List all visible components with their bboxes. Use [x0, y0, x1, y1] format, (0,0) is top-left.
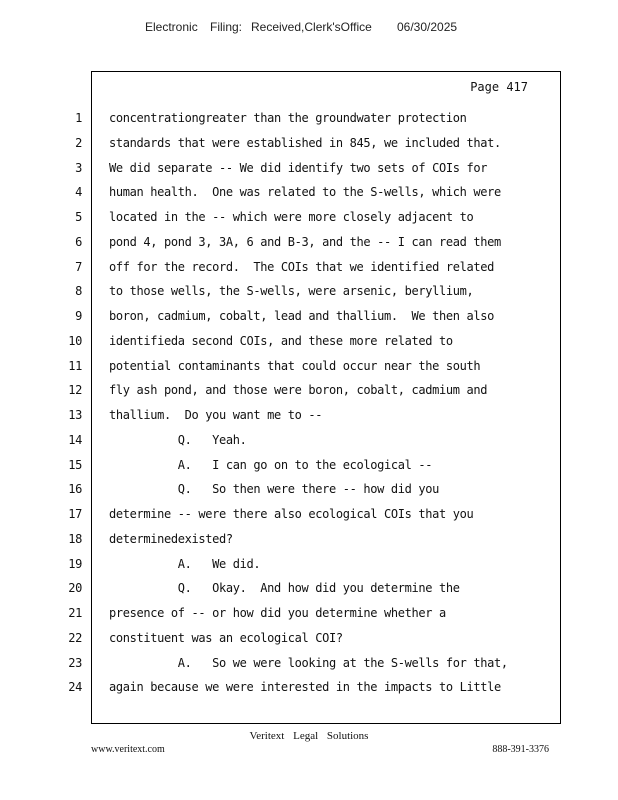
- transcript-line: [0, 359, 618, 379]
- transcript-line: [0, 210, 618, 230]
- line-number: 8: [75, 284, 82, 299]
- transcript-line: [0, 161, 618, 181]
- transcript-line: [0, 656, 618, 676]
- line-number: 10: [68, 333, 82, 348]
- transcript-line: [0, 557, 618, 577]
- line-number: 1: [75, 111, 82, 125]
- line-text: A. We did.: [109, 556, 261, 571]
- page-number: Page 417: [470, 80, 528, 94]
- line-text: Q. Okay. And how did you determine the: [109, 581, 460, 596]
- transcript-line: [0, 185, 618, 205]
- header-label-electronic: Electronic: [145, 20, 198, 34]
- line-number: 18: [68, 531, 82, 546]
- line-text: determinedexisted?: [109, 531, 233, 546]
- line-text: fly ash pond, and those were boron, cobalt, cadmium and: [109, 383, 488, 398]
- transcript-line: [0, 260, 618, 280]
- line-text: located in the -- which were more closely adjacent to: [109, 210, 474, 224]
- line-text: Q. So then were there -- how did you: [109, 482, 439, 497]
- line-number: 14: [68, 432, 82, 447]
- transcript-line: [0, 631, 618, 651]
- line-number: 16: [68, 482, 82, 497]
- line-text: We did separate -- We did identify two sets of COIs for: [109, 160, 488, 175]
- filing-header: [0, 20, 618, 38]
- transcript-line: [0, 111, 618, 131]
- line-text: standards that were established in 845, we included that.: [109, 135, 501, 150]
- transcript-line: [0, 383, 618, 403]
- transcript-line: [0, 507, 618, 527]
- transcript-line: [0, 334, 618, 354]
- transcript-line: [0, 284, 618, 304]
- line-number: 20: [68, 581, 82, 596]
- line-number: 2: [75, 135, 82, 150]
- transcript-line: [0, 136, 618, 156]
- line-number: 11: [68, 358, 82, 373]
- line-number: 17: [68, 507, 82, 521]
- line-number: 4: [75, 185, 82, 200]
- transcript-line: [0, 309, 618, 329]
- line-text: to those wells, the S-wells, were arsenic, beryllium,: [109, 284, 474, 299]
- line-text: A. So we were looking at the S-wells for that,: [109, 655, 508, 670]
- transcript-line: [0, 581, 618, 601]
- line-number: 19: [68, 556, 82, 571]
- line-number: 23: [68, 655, 82, 670]
- transcript-line: [0, 433, 618, 453]
- footer-company: Veritext Legal Solutions: [249, 730, 369, 742]
- line-number: 9: [75, 309, 82, 323]
- line-text: again because we were interested in the impacts to Little: [109, 680, 501, 695]
- line-text: human health. One was related to the S-wells, which were: [109, 185, 501, 200]
- footer-phone: 888-391-3376: [492, 744, 549, 755]
- transcript-line: [0, 408, 618, 428]
- line-text: pond 4, pond 3, 3A, 6 and B-3, and the -- I can read them: [109, 234, 501, 249]
- line-number: 12: [68, 383, 82, 398]
- line-text: A. I can go on to the ecological --: [109, 457, 433, 472]
- line-text: determine -- were there also ecological COIs that you: [109, 507, 474, 521]
- line-number: 15: [68, 457, 82, 472]
- line-text: off for the record. The COIs that we identified related: [109, 259, 494, 274]
- line-number: 21: [68, 606, 82, 620]
- transcript-line: [0, 235, 618, 255]
- line-text: concentrationgreater than the groundwater protection: [109, 111, 467, 125]
- header-label-filing: Filing:: [210, 20, 243, 34]
- transcript-line: [0, 532, 618, 552]
- transcript-line: [0, 606, 618, 626]
- line-text: potential contaminants that could occur near the south: [109, 358, 481, 373]
- line-text: presence of -- or how did you determine whether a: [109, 606, 446, 620]
- header-date: 06/30/2025: [397, 20, 458, 34]
- line-number: 24: [68, 680, 82, 695]
- header-label-received: Received,Clerk'sOffice: [251, 20, 372, 34]
- line-number: 3: [75, 160, 82, 175]
- line-number: 13: [68, 408, 82, 422]
- line-text: boron, cadmium, cobalt, lead and thallium. We then also: [109, 309, 494, 323]
- line-text: thallium. Do you want me to --: [109, 408, 323, 422]
- transcript-line: [0, 482, 618, 502]
- line-text: identifieda second COIs, and these more related to: [109, 333, 453, 348]
- line-text: Q. Yeah.: [109, 432, 247, 447]
- line-number: 6: [75, 234, 82, 249]
- line-text: constituent was an ecological COI?: [109, 630, 343, 645]
- footer-website: www.veritext.com: [91, 744, 165, 755]
- transcript-line: [0, 458, 618, 478]
- transcript-line: [0, 680, 618, 700]
- line-number: 22: [68, 630, 82, 645]
- line-number: 7: [75, 259, 82, 274]
- line-number: 5: [75, 210, 82, 224]
